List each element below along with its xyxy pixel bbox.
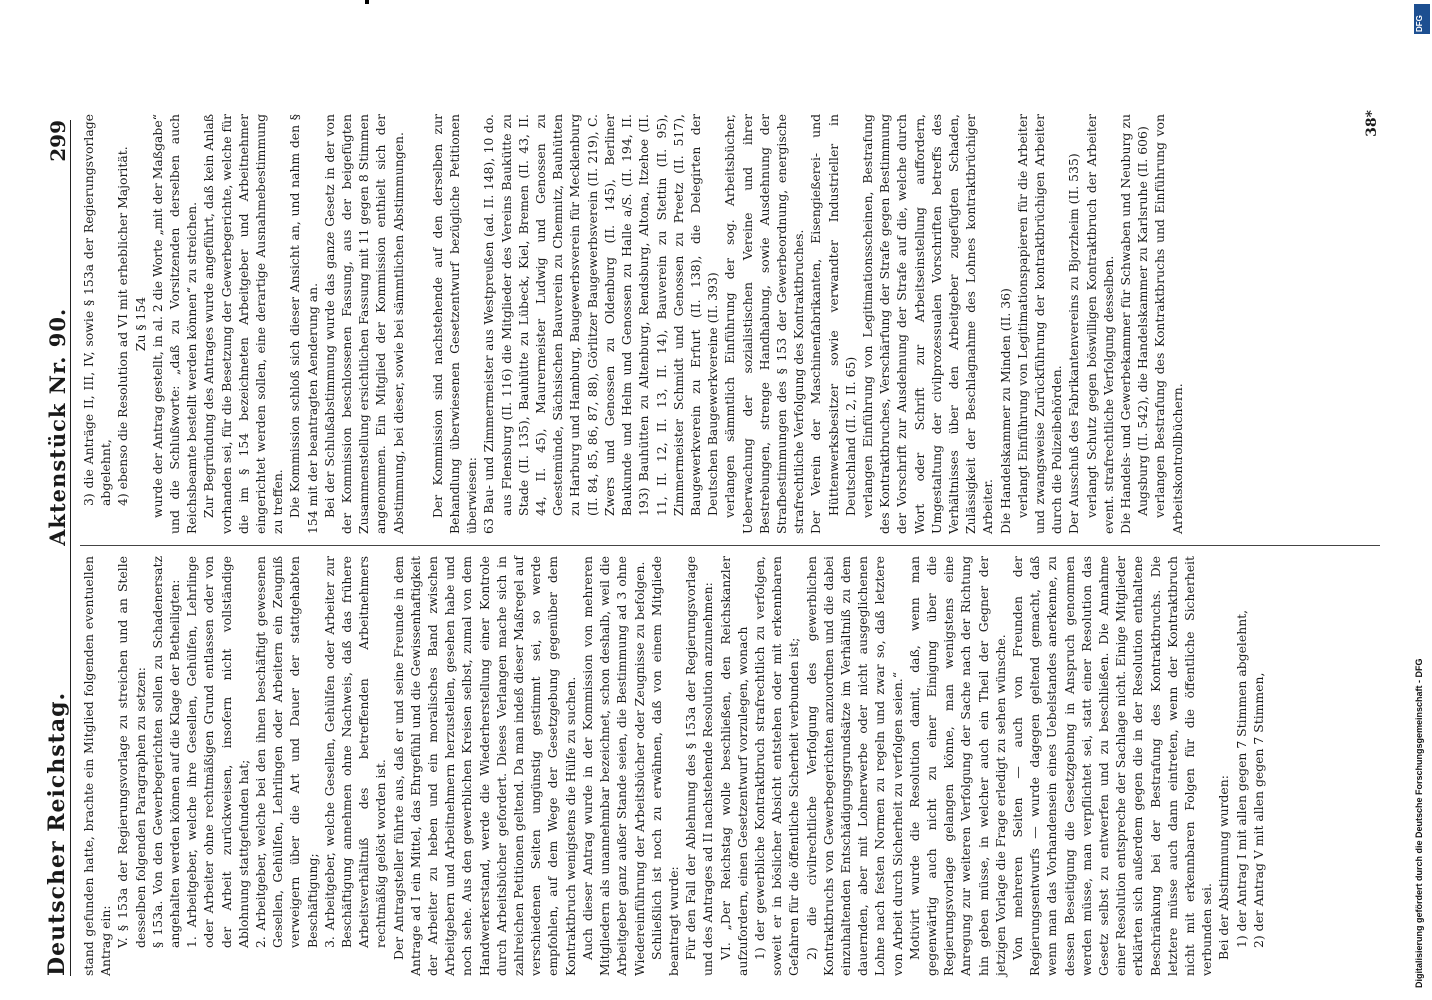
left-column-block: Von mehreren Seiten — auch von Freunden der Regierungsentwurfs — wurde dagegen geltend gemacht, daß wenn man das Vorhandensein eines Uebelstandes anerkenne, zu dessen Beseitigung die Gesetzgebung in Anspruch genommen werden müsse, man verpflichtet sei, statt einer Resolution das Gesetz selbst zu entwerfen und zu beschließen. Die Annahme einer Resolution entspreche der Sachlage nicht. Einige Mitglieder erklärten sich außerdem gegen die in der Resolution enthaltene Beschränkung bei der Bestrafung des Kontraktbruchs. Die letztere müsse auch dann eintreten, wenn der Kontraktbruch nicht mit erkennbaren Folgen für die öffentliche Sicherheit verbunden sei. [1009, 556, 1215, 976]
left-column-block: 1) der Antrag I mit allen gegen 7 Stimmen abgelehnt, [1233, 609, 1249, 948]
left-column-block: Für den Fall der Ablehnung des § 153a der Regierungsvorlage und des Antrages ad II nachstehende Resolution anzunehmen: [683, 556, 716, 976]
left-column-block: 1. Arbeitgeber, welche ihre Gesellen, Gehülfen, Lehrlinge oder Arbeiter ohne rechtmäßigen Grund entlassen oder von der Arbeit zurückweisen, insofern nicht vollständige Ablohnung stattgefunden hat; [184, 556, 251, 948]
left-column-block: 1) der gewerbliche Kontraktbruch strafrechtlich zu verfolgen, soweit er in böslicher Absicht entstehen oder mit erkennbaren Gefahren für die öffentliche Sicherheit verbunden ist; [751, 556, 802, 976]
left-column-block: Motivirt wurde die Resolution damit, daß, wenn man gegenwärtig auch nicht zu einer Einigung über die Regierungsvorlage gelangen könne, man wenigstens eine Anregung zur weiteren Verfolgung der Sache nach der Richtung hin geben müsse, in welcher auch ein Theil der Gegner der jetzigen Vorlage die Frage erledigt zu sehen wünsche. [906, 556, 1008, 976]
right-column-block: 4) ebenso die Resolution ad VI mit erheblicher Majorität. [115, 146, 131, 506]
right-column-block: Die Handelskammer zu Minden (II. 36) [997, 288, 1013, 534]
right-column-block: Der Verein der Maschinenfabrikanten, Eisengießerei- und Hüttenwerksbesitzer sowie verwandter Industrieller in Deutschland (II. 2, II. 65) [808, 114, 858, 534]
digitization-credit [1414, 28, 1430, 988]
left-column-block: 2) die civilrechtliche Verfolgung des gewerblichen Kontraktbruchs von Gewerbegerichten anzuordnen und die dabei einzuhaltenden Entschädigungsgrundsätze im Verhältniß zu dem dauernden, aber mit Lohnerwerbe oder nicht ausgeglichenen Lohne nach festen Normen zu regeln und zwar so, daß letztere von Arbeit durch Sicherheit zu verfolgen seien.“ [803, 556, 905, 976]
left-text-column [80, 556, 1267, 976]
left-column-block: 2) der Antrag V mit allen gegen 7 Stimmen, [1250, 672, 1266, 948]
right-column-block: verlangt Schutz gegen böswilligen Kontraktbruch der Arbeiter event. strafrechtliche Verfolgung desselben. [1083, 114, 1116, 534]
header-left-title: Deutscher Reichstag. [44, 691, 70, 976]
right-column-block: wurde der Antrag gestellt, in al. 2 die Worte „mit der Maßgabe“ und die Schlußworte: „daß zu Vorsitzenden derselben auch Reichsbeamte bestellt werden können“ zu streichen. [149, 114, 200, 534]
right-column-block: Der Kommission sind nachstehende auf den derselben zur Behandlung überwiesenen Gesetzentwurf bezügliche Petitionen überwiesen: [429, 114, 480, 534]
right-text-column [80, 114, 1186, 534]
right-column-block: verlangt Einführung von Legitimationspapieren für die Arbeiter und zwangsweise Zurückführung der kontraktbrüchigen Arbeiter durch die Polizeibehörden. [1014, 114, 1065, 534]
right-column-block: verlangen sämmtlich Einführung der sog. Arbeitsbücher, Ueberwachung der sozialistischen Vereine und ihrer Bestrebungen, strenge Handhabung, sowie Ausdehnung der Strafbestimmungen des § 153 der Gewerbeordnung, energische strafrechtliche Verfolgung des Kontraktbruches. [722, 114, 807, 534]
right-column-block: Die Handels- und Gewerbekammer für Schwaben und Neuburg zu Augsburg (II. 542), die Handelskammer zu Karlsruhe (II. 606) [1117, 114, 1151, 534]
right-column-block: 3) die Anträge II, III, IV, sowie § 153a der Regierungsvorlage abgelehnt, [81, 114, 114, 506]
left-column-block: Der Antragsteller führte aus, daß er und seine Freunde in dem Antrage ad I ein Mittel, das Ehrgefühl und die Gewissenhaftigkeit der Arbeiter zu heben und ein moralisches Band zwischen Arbeitgebern und Arbeitnehmern herzustellen, gesehen habe und noch sehe. Aus den gewerblichen Kreisen selbst, zumal von dem Handwerkerstand, werde die Wiederherstellung einer Kontrole durch Arbeitsbücher gefordert. Dieses Verlangen mache sich in zahlreichen Petitionen geltend. Da man indeß dieser Maßregel auf verschiedenen Seiten ungünstig gestimmt sei, so werde empfohlen, auf dem Wege der Gesetzgebung gegenüber dem Kontraktbruch wenigstens die Hülfe zu suchen. [390, 556, 578, 976]
left-column-block: VI. „Der Reichstag wolle beschließen, den Reichskanzler aufzufordern, einen Gesetzentwurf vorzulegen, wonach [717, 556, 750, 976]
right-column-block: Zu § 154 [132, 296, 148, 352]
left-column-block: V. § 153a der Regierungsvorlage zu streichen und an Stelle desselben folgenden Paragraphen zu setzen: [115, 556, 148, 948]
left-column-block: 3. Arbeitgeber, welche Gesellen, Gehülfen oder Arbeiter zur Beschäftigung annehmen ohne Nachweis, daß das frühere Arbeitsverhältniß des betreffenden Arbeitnehmers rechtmäßig gelöst worden ist. [321, 556, 389, 948]
page-number: 299 [46, 120, 70, 162]
right-column-block [407, 114, 429, 534]
right-column-block: 63 Bau- und Zimmermeister aus Westpreußen (ad. II. 148), 10 do. aus Flensburg (II. 116) die Mitglieder des Vereins Baukütte zu Stade (II. 135), Bauhütte zu Lübeck, Kiel, Bremen (II. 43, II. 44, II. 45), Maurermeister Ludwig und Genossen zu Geestemünde, Sächsischen Bauverein zu Chemnitz, Bauhütten zu Harburg und Hamburg, Baugewerbsverein für Mecklenburg (II. 84, 85, 86, 87, 88), Görlitzer Baugewerbsverein (II. 219), C. Zwers und Genossen zu Oldenburg (II. 145), Berliner Baukunde und Helm und Genossen zu Halle a/S. (II. 194, II. 193) Bauhütten zu Altenburg, Rendsburg, Altona, Itzehoe (II. 11, II. 12, II. 13, II. 14), Bauverein zu Stettin (II. 95), Zimmermeister Schmidt und Genossen zu Preetz (II. 517), Baugewerkverein zu Erfurt (II. 138), die Delegirten der Deutschen Baugewerkvereine (II. 393) [481, 114, 721, 534]
left-column-block: Auch dieser Antrag wurde in der Kommission von mehreren Mitgliedern als unannehmbar bezeichnet, schon deshalb, weil die Arbeitgeber ganz außer Stande seien, die Bestimmung ad 3 ohne Wiedereinführung der Arbeitsbücher oder Zeugnisse zu befolgen. [579, 556, 647, 976]
dfg-badge-label: DFG [1415, 15, 1424, 32]
rotated-document-sheet [26, 80, 1406, 1000]
right-column-block: verlangen Einführung von Legitimationsscheinen, Bestrafung des Kontraktbruches, Verschärfung der Strafe gegen Bestimmung der Vorschrift zur Ausdehnung der Strafe auf die, welche durch Wort oder Schrift zur Arbeitseinstellung auffordern, Umgestaltung der civilprozessualen Vorschriften betreffs des Verhältnisses über den Arbeitgeber zugefügten Schaden, Zulässigkeit der Beschlagnahme des Lohnes kontraktbrüchiger Arbeiter. [859, 114, 996, 534]
right-column-block: verlangen Bestrafung des Kontraktbruchs und Einführung von Arbeitskontrollbüchern. [1152, 114, 1185, 534]
right-column-block: Zur Begründung des Antrages wurde angeführt, daß kein Anlaß vorhanden sei, für die Besetzung der Gewerbegerichte, welche für die im § 154 bezeichneten Arbeitgeber und Arbeitnehmer eingerichtet werden sollen, eine derartige Ausnahmebestimmung zu treffen. [201, 114, 286, 534]
right-column-block: Die Kommission schloß sich dieser Ansicht an, und nahm den § 154 mit der beantragten Aenderung an. [287, 114, 320, 534]
left-column-block: stand gefunden hatte, brachte ein Mitglied folgenden eventuellen Antrag ein: [81, 556, 114, 976]
left-column-block: Bei der Abstimmung wurden: [1216, 775, 1232, 960]
page-header [36, 120, 71, 976]
signature-mark: 38* [1364, 110, 1380, 137]
header-document-number: Aktenstück Nr. 90. [45, 307, 70, 546]
column-divider [80, 545, 1380, 546]
right-column-block: Der Ausschuß des Fabrikantenvereins zu Bjorzheim (II. 535) [1066, 153, 1082, 534]
left-column-block: Schließlich ist noch zu erwähnen, daß von einem Mitgliede beantragt wurde: [648, 556, 681, 976]
left-column-block: 2. Arbeitgeber, welche bei den ihnen beschäftigt gewesenen Gesellen, Gehülfen, Lehrlingen oder Arbeitern ein Zeugniß verweigern über die Art und Dauer der stattgehabten Beschäftigung; [253, 556, 320, 948]
digitization-credit-text: Digitalisierung gefördert durch die Deutsche Forschungsgemeinschaft - DFG [1414, 658, 1424, 988]
right-column-block: Bei der Schlußabstimmung wurde das ganze Gesetz in der von der Kommission beschlossenen Fassung, aus der beigefügten Zusammenstellung ersichtlichen Fassung mit 11 gegen 8 Stimmen angenommen. Ein Mitglied der Kommission enthielt sich der Abstimmung, bei dieser, sowie bei sämmtlichen Abstimmungen. [321, 114, 406, 534]
scan-speck [365, 0, 369, 4]
left-column-block: § 153a. Von den Gewerbegerichten sollen zu Schadenersatz angehalten werden können auf die Klage der Betheiligten: [149, 556, 183, 948]
